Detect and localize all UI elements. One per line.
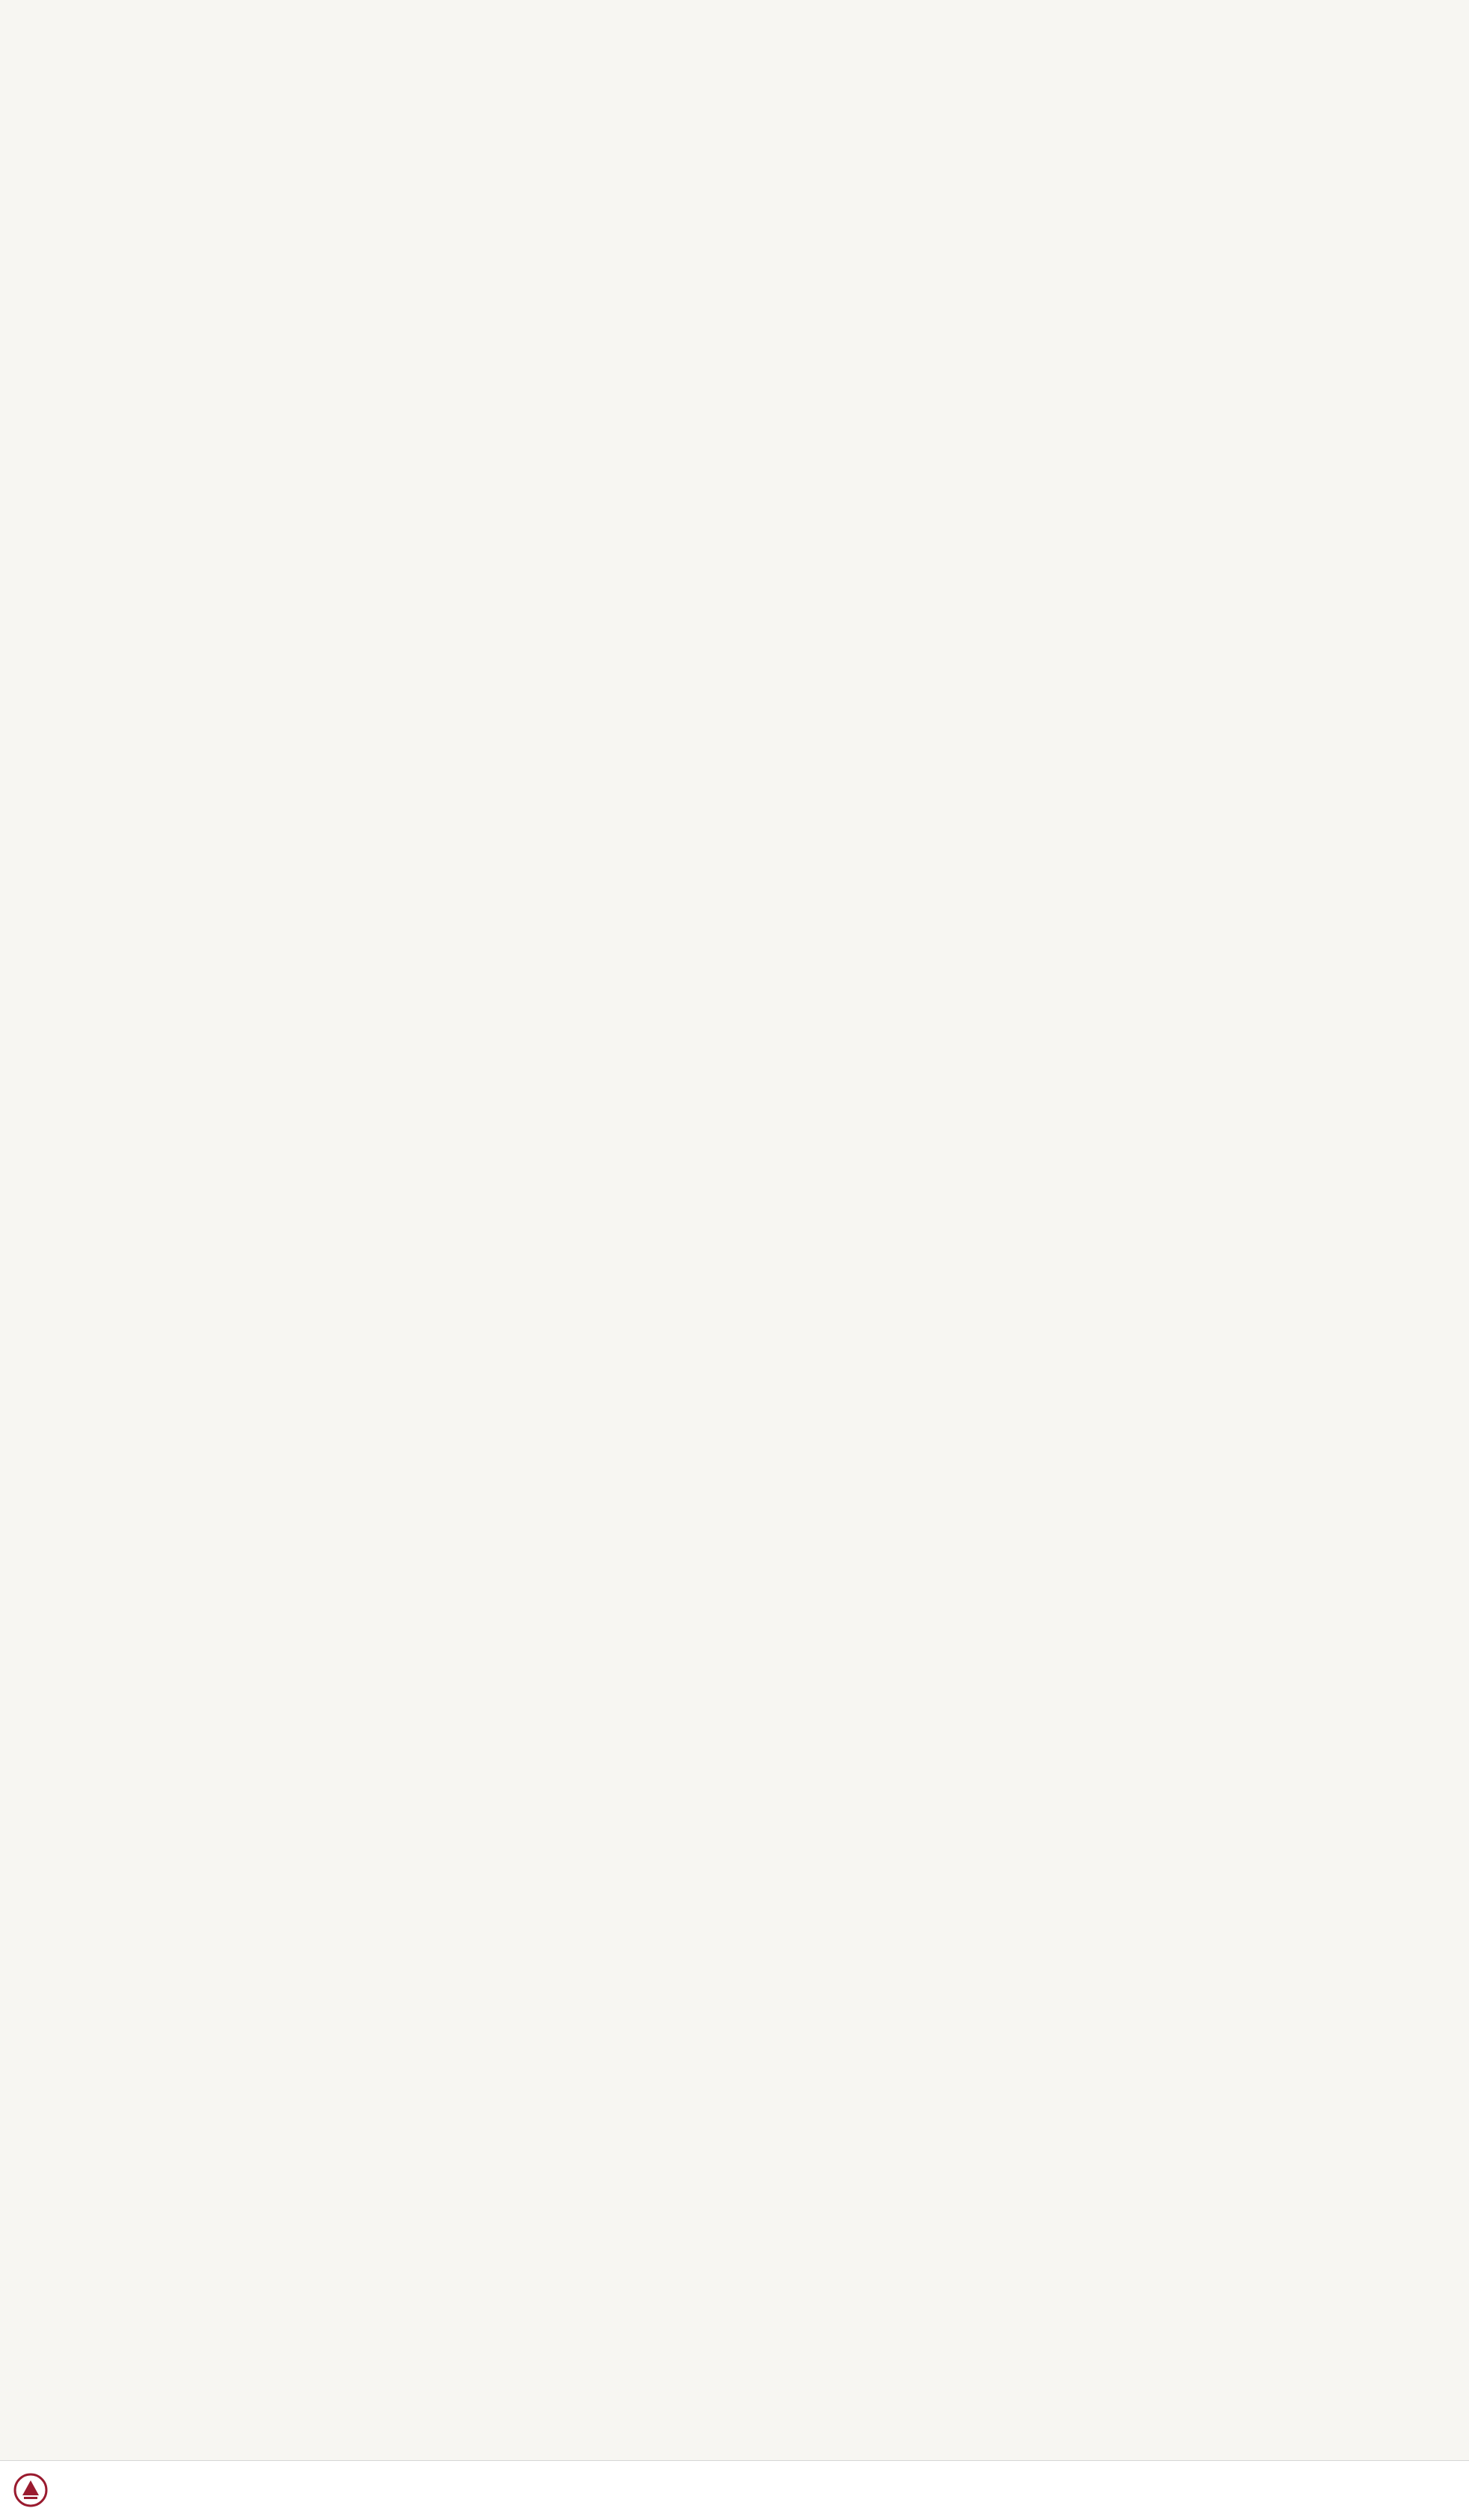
page-content [75, 196, 1349, 256]
footer-bar [0, 2460, 1469, 2520]
university-library-logo-icon [13, 2473, 48, 2507]
